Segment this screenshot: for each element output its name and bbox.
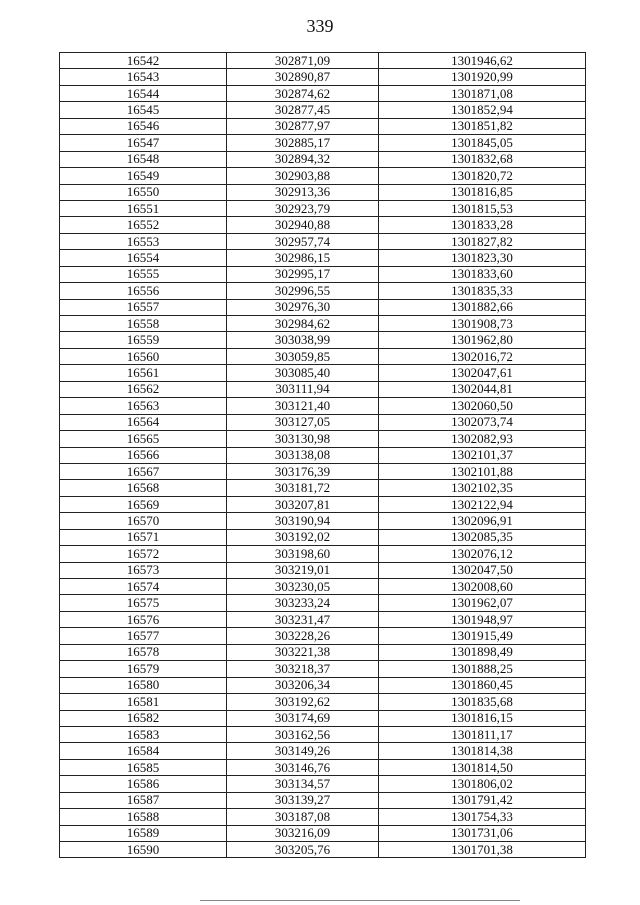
- table-row: [60, 842, 586, 858]
- y-coordinate-cell: 1301816,15: [379, 710, 586, 726]
- table-row: [60, 792, 586, 808]
- x-coordinate-cell: 303038,99: [227, 332, 379, 348]
- x-coordinate-cell: 303218,37: [227, 661, 379, 677]
- table-row: [60, 102, 586, 118]
- table-row: [60, 513, 586, 529]
- point-number-cell: 16574: [60, 579, 227, 595]
- point-number-cell: 16587: [60, 792, 227, 808]
- table-row: [60, 365, 586, 381]
- point-number-cell: 16545: [60, 102, 227, 118]
- y-coordinate-cell: 1301814,38: [379, 743, 586, 759]
- table-row: [60, 579, 586, 595]
- y-coordinate-cell: 1301835,33: [379, 283, 586, 299]
- point-number-cell: 16573: [60, 562, 227, 578]
- y-coordinate-cell: 1301820,72: [379, 168, 586, 184]
- point-number-cell: 16590: [60, 842, 227, 858]
- y-coordinate-cell: 1302122,94: [379, 496, 586, 512]
- point-number-cell: 16582: [60, 710, 227, 726]
- y-coordinate-cell: 1302073,74: [379, 414, 586, 430]
- point-number-cell: 16575: [60, 595, 227, 611]
- page-bottom-rule: [200, 900, 520, 901]
- y-coordinate-cell: 1302076,12: [379, 546, 586, 562]
- point-number-cell: 16564: [60, 414, 227, 430]
- point-number-cell: 16552: [60, 217, 227, 233]
- y-coordinate-cell: 1301920,99: [379, 69, 586, 85]
- table-row: [60, 431, 586, 447]
- table-row: [60, 332, 586, 348]
- table-row: [60, 463, 586, 479]
- point-number-cell: 16561: [60, 365, 227, 381]
- x-coordinate-cell: 303059,85: [227, 348, 379, 364]
- point-number-cell: 16556: [60, 283, 227, 299]
- y-coordinate-cell: 1301860,45: [379, 677, 586, 693]
- point-number-cell: 16568: [60, 480, 227, 496]
- x-coordinate-cell: 302996,55: [227, 283, 379, 299]
- x-coordinate-cell: 303187,08: [227, 809, 379, 825]
- table-row: [60, 398, 586, 414]
- y-coordinate-cell: 1302085,35: [379, 529, 586, 545]
- x-coordinate-cell: 303192,62: [227, 694, 379, 710]
- x-coordinate-cell: 303134,57: [227, 776, 379, 792]
- y-coordinate-cell: 1302096,91: [379, 513, 586, 529]
- y-coordinate-cell: 1301915,49: [379, 628, 586, 644]
- x-coordinate-cell: 303130,98: [227, 431, 379, 447]
- point-number-cell: 16550: [60, 184, 227, 200]
- x-coordinate-cell: 302903,88: [227, 168, 379, 184]
- table-row: [60, 694, 586, 710]
- x-coordinate-cell: 303174,69: [227, 710, 379, 726]
- table-row: [60, 496, 586, 512]
- y-coordinate-cell: 1301754,33: [379, 809, 586, 825]
- x-coordinate-cell: 303146,76: [227, 759, 379, 775]
- coordinates-table-container: [59, 52, 585, 858]
- table-row: [60, 283, 586, 299]
- table-row: [60, 118, 586, 134]
- y-coordinate-cell: 1301871,08: [379, 85, 586, 101]
- y-coordinate-cell: 1301908,73: [379, 316, 586, 332]
- table-row: [60, 200, 586, 216]
- x-coordinate-cell: 303181,72: [227, 480, 379, 496]
- point-number-cell: 16559: [60, 332, 227, 348]
- x-coordinate-cell: 302894,32: [227, 151, 379, 167]
- point-number-cell: 16542: [60, 53, 227, 69]
- table-row: [60, 168, 586, 184]
- y-coordinate-cell: 1302102,35: [379, 480, 586, 496]
- point-number-cell: 16555: [60, 266, 227, 282]
- x-coordinate-cell: 302890,87: [227, 69, 379, 85]
- table-row: [60, 69, 586, 85]
- point-number-cell: 16569: [60, 496, 227, 512]
- point-number-cell: 16560: [60, 348, 227, 364]
- table-row: [60, 53, 586, 69]
- y-coordinate-cell: 1301962,07: [379, 595, 586, 611]
- y-coordinate-cell: 1301948,97: [379, 611, 586, 627]
- x-coordinate-cell: 303138,08: [227, 447, 379, 463]
- table-row: [60, 595, 586, 611]
- table-row: [60, 299, 586, 315]
- x-coordinate-cell: 303207,81: [227, 496, 379, 512]
- x-coordinate-cell: 303231,47: [227, 611, 379, 627]
- point-number-cell: 16547: [60, 135, 227, 151]
- table-row: [60, 726, 586, 742]
- point-number-cell: 16579: [60, 661, 227, 677]
- x-coordinate-cell: 303221,38: [227, 644, 379, 660]
- table-row: [60, 381, 586, 397]
- point-number-cell: 16551: [60, 200, 227, 216]
- x-coordinate-cell: 303219,01: [227, 562, 379, 578]
- table-row: [60, 546, 586, 562]
- y-coordinate-cell: 1301882,66: [379, 299, 586, 315]
- point-number-cell: 16562: [60, 381, 227, 397]
- table-row: [60, 562, 586, 578]
- coordinates-table-body: [60, 53, 586, 858]
- point-number-cell: 16553: [60, 233, 227, 249]
- y-coordinate-cell: 1301806,02: [379, 776, 586, 792]
- point-number-cell: 16585: [60, 759, 227, 775]
- table-row: [60, 759, 586, 775]
- point-number-cell: 16544: [60, 85, 227, 101]
- table-row: [60, 661, 586, 677]
- y-coordinate-cell: 1301827,82: [379, 233, 586, 249]
- point-number-cell: 16566: [60, 447, 227, 463]
- table-row: [60, 480, 586, 496]
- x-coordinate-cell: 303121,40: [227, 398, 379, 414]
- y-coordinate-cell: 1301815,53: [379, 200, 586, 216]
- y-coordinate-cell: 1302008,60: [379, 579, 586, 595]
- table-row: [60, 529, 586, 545]
- y-coordinate-cell: 1301791,42: [379, 792, 586, 808]
- table-row: [60, 611, 586, 627]
- y-coordinate-cell: 1301888,25: [379, 661, 586, 677]
- table-row: [60, 316, 586, 332]
- y-coordinate-cell: 1302044,81: [379, 381, 586, 397]
- x-coordinate-cell: 303176,39: [227, 463, 379, 479]
- x-coordinate-cell: 302986,15: [227, 250, 379, 266]
- table-row: [60, 414, 586, 430]
- point-number-cell: 16548: [60, 151, 227, 167]
- x-coordinate-cell: 303216,09: [227, 825, 379, 841]
- x-coordinate-cell: 303205,76: [227, 842, 379, 858]
- y-coordinate-cell: 1302082,93: [379, 431, 586, 447]
- point-number-cell: 16586: [60, 776, 227, 792]
- y-coordinate-cell: 1301962,80: [379, 332, 586, 348]
- x-coordinate-cell: 303228,26: [227, 628, 379, 644]
- y-coordinate-cell: 1301816,85: [379, 184, 586, 200]
- point-number-cell: 16558: [60, 316, 227, 332]
- point-number-cell: 16546: [60, 118, 227, 134]
- point-number-cell: 16571: [60, 529, 227, 545]
- table-row: [60, 184, 586, 200]
- point-number-cell: 16543: [60, 69, 227, 85]
- x-coordinate-cell: 303127,05: [227, 414, 379, 430]
- x-coordinate-cell: 302871,09: [227, 53, 379, 69]
- point-number-cell: 16584: [60, 743, 227, 759]
- point-number-cell: 16580: [60, 677, 227, 693]
- y-coordinate-cell: 1301852,94: [379, 102, 586, 118]
- table-row: [60, 776, 586, 792]
- table-row: [60, 85, 586, 101]
- point-number-cell: 16576: [60, 611, 227, 627]
- y-coordinate-cell: 1301814,50: [379, 759, 586, 775]
- table-row: [60, 743, 586, 759]
- table-row: [60, 233, 586, 249]
- x-coordinate-cell: 303139,27: [227, 792, 379, 808]
- x-coordinate-cell: 302957,74: [227, 233, 379, 249]
- table-row: [60, 447, 586, 463]
- point-number-cell: 16570: [60, 513, 227, 529]
- point-number-cell: 16589: [60, 825, 227, 841]
- table-row: [60, 348, 586, 364]
- table-row: [60, 250, 586, 266]
- x-coordinate-cell: 303190,94: [227, 513, 379, 529]
- table-row: [60, 135, 586, 151]
- y-coordinate-cell: 1301823,30: [379, 250, 586, 266]
- x-coordinate-cell: 303233,24: [227, 595, 379, 611]
- table-row: [60, 825, 586, 841]
- x-coordinate-cell: 302940,88: [227, 217, 379, 233]
- y-coordinate-cell: 1301833,28: [379, 217, 586, 233]
- x-coordinate-cell: 302984,62: [227, 316, 379, 332]
- point-number-cell: 16578: [60, 644, 227, 660]
- x-coordinate-cell: 302913,36: [227, 184, 379, 200]
- y-coordinate-cell: 1301898,49: [379, 644, 586, 660]
- point-number-cell: 16565: [60, 431, 227, 447]
- y-coordinate-cell: 1301946,62: [379, 53, 586, 69]
- x-coordinate-cell: 303198,60: [227, 546, 379, 562]
- y-coordinate-cell: 1301701,38: [379, 842, 586, 858]
- x-coordinate-cell: 303230,05: [227, 579, 379, 595]
- y-coordinate-cell: 1301731,06: [379, 825, 586, 841]
- y-coordinate-cell: 1302060,50: [379, 398, 586, 414]
- y-coordinate-cell: 1302101,88: [379, 463, 586, 479]
- point-number-cell: 16583: [60, 726, 227, 742]
- point-number-cell: 16557: [60, 299, 227, 315]
- x-coordinate-cell: 303206,34: [227, 677, 379, 693]
- point-number-cell: 16554: [60, 250, 227, 266]
- table-row: [60, 710, 586, 726]
- x-coordinate-cell: 303085,40: [227, 365, 379, 381]
- y-coordinate-cell: 1302016,72: [379, 348, 586, 364]
- table-row: [60, 628, 586, 644]
- point-number-cell: 16563: [60, 398, 227, 414]
- y-coordinate-cell: 1302047,61: [379, 365, 586, 381]
- point-number-cell: 16549: [60, 168, 227, 184]
- x-coordinate-cell: 302874,62: [227, 85, 379, 101]
- point-number-cell: 16581: [60, 694, 227, 710]
- table-row: [60, 677, 586, 693]
- y-coordinate-cell: 1301851,82: [379, 118, 586, 134]
- x-coordinate-cell: 302885,17: [227, 135, 379, 151]
- x-coordinate-cell: 302923,79: [227, 200, 379, 216]
- table-row: [60, 809, 586, 825]
- y-coordinate-cell: 1301833,60: [379, 266, 586, 282]
- table-row: [60, 266, 586, 282]
- x-coordinate-cell: 303162,56: [227, 726, 379, 742]
- x-coordinate-cell: 303149,26: [227, 743, 379, 759]
- page-number: 339: [306, 16, 334, 36]
- x-coordinate-cell: 302877,45: [227, 102, 379, 118]
- x-coordinate-cell: 303111,94: [227, 381, 379, 397]
- y-coordinate-cell: 1302047,50: [379, 562, 586, 578]
- point-number-cell: 16567: [60, 463, 227, 479]
- x-coordinate-cell: 302995,17: [227, 266, 379, 282]
- point-number-cell: 16572: [60, 546, 227, 562]
- point-number-cell: 16577: [60, 628, 227, 644]
- y-coordinate-cell: 1302101,37: [379, 447, 586, 463]
- coordinates-table: [59, 52, 586, 858]
- table-row: [60, 151, 586, 167]
- x-coordinate-cell: 302877,97: [227, 118, 379, 134]
- table-row: [60, 644, 586, 660]
- table-row: [60, 217, 586, 233]
- y-coordinate-cell: 1301832,68: [379, 151, 586, 167]
- y-coordinate-cell: 1301811,17: [379, 726, 586, 742]
- y-coordinate-cell: 1301845,05: [379, 135, 586, 151]
- x-coordinate-cell: 303192,02: [227, 529, 379, 545]
- point-number-cell: 16588: [60, 809, 227, 825]
- y-coordinate-cell: 1301835,68: [379, 694, 586, 710]
- x-coordinate-cell: 302976,30: [227, 299, 379, 315]
